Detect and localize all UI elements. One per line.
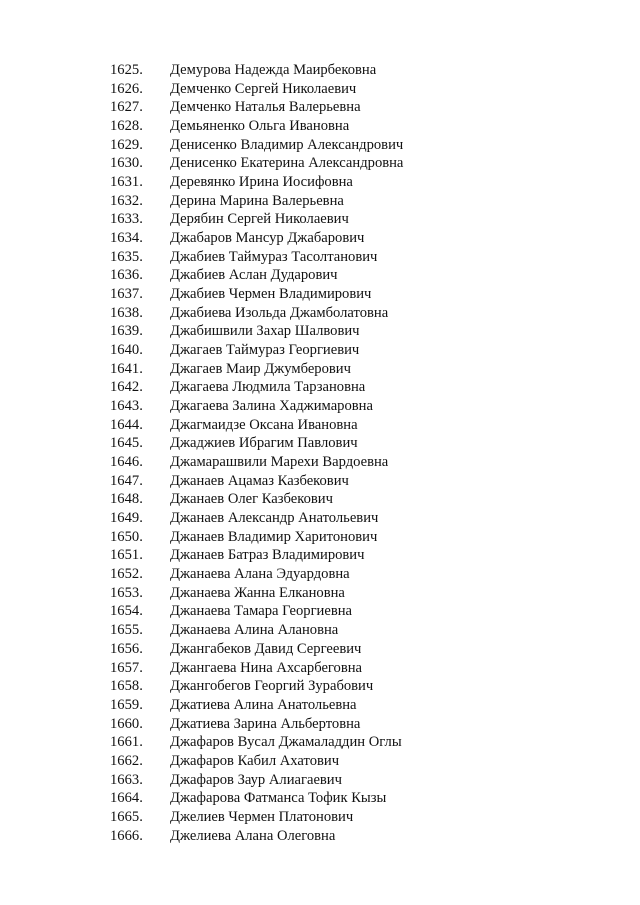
entry-name: Джабаров Мансур Джабарович	[170, 230, 365, 247]
entry-number: 1652.	[110, 566, 143, 583]
entry-name: Демьяненко Ольга Ивановна	[170, 118, 350, 135]
list-item	[110, 378, 403, 397]
entry-name: Джабишвили Захар Шалвович	[170, 323, 360, 340]
list-item	[110, 490, 403, 509]
entry-number: 1645.	[110, 435, 143, 452]
entry-name: Джагаев Маир Джумберович	[170, 360, 351, 377]
list-item	[110, 602, 403, 621]
entry-name: Демурова Надежда Маирбековна	[170, 62, 377, 78]
list-item	[110, 397, 403, 416]
entry-number: 1634.	[110, 230, 143, 247]
name-list	[110, 61, 403, 845]
entry-number: 1657.	[110, 659, 143, 676]
entry-name: Джанаев Олег Казбекович	[170, 491, 333, 508]
entry-name: Денисенко Владимир Александрович	[170, 136, 404, 153]
entry-name: Джанаева Жанна Елкановна	[170, 584, 345, 601]
entry-name: Джангобегов Георгий Зурабович	[170, 678, 374, 695]
list-item	[110, 341, 403, 360]
list-item	[110, 808, 403, 827]
entry-name: Дерябин Сергей Николаевич	[170, 211, 349, 228]
entry-number: 1626.	[110, 80, 143, 97]
entry-name: Джатиева Алина Анатольевна	[170, 696, 357, 713]
entry-name: Джагаева Людмила Тарзановна	[170, 379, 366, 396]
list-item	[110, 659, 403, 678]
list-item	[110, 61, 403, 80]
entry-name: Джабиев Чермен Владимирович	[170, 286, 372, 303]
list-item	[110, 136, 403, 155]
entry-number: 1663.	[110, 771, 143, 788]
entry-name: Джамарашвили Марехи Вардоевна	[170, 454, 389, 471]
entry-name: Джабиева Изольда Джамболатовна	[170, 304, 389, 321]
entry-name: Джанаев Владимир Харитонович	[170, 528, 378, 545]
entry-number: 1659.	[110, 696, 143, 713]
entry-name: Джагмаидзе Оксана Ивановна	[170, 416, 358, 433]
entry-name: Демченко Сергей Николаевич	[170, 80, 357, 97]
entry-number: 1644.	[110, 416, 143, 433]
entry-number: 1631.	[110, 174, 143, 191]
entry-number: 1639.	[110, 323, 143, 340]
entry-number: 1638.	[110, 304, 143, 321]
list-item	[110, 752, 403, 771]
entry-name: Джатиева Зарина Альбертовна	[170, 715, 361, 732]
entry-number: 1656.	[110, 640, 143, 657]
entry-number: 1654.	[110, 603, 143, 620]
entry-number: 1641.	[110, 360, 143, 377]
entry-number: 1665.	[110, 808, 143, 825]
entry-number: 1630.	[110, 155, 143, 172]
entry-name: Джанаева Алина Алановна	[170, 622, 339, 639]
list-item	[110, 229, 403, 248]
list-item	[110, 98, 403, 117]
list-item	[110, 509, 403, 528]
entry-number: 1658.	[110, 678, 143, 695]
list-item	[110, 546, 403, 565]
list-item	[110, 117, 403, 136]
entry-number: 1653.	[110, 584, 143, 601]
list-item	[110, 434, 403, 453]
entry-number: 1632.	[110, 192, 143, 209]
entry-number: 1629.	[110, 136, 143, 153]
list-item	[110, 696, 403, 715]
entry-number: 1637.	[110, 286, 143, 303]
entry-number: 1649.	[110, 510, 143, 527]
list-item	[110, 640, 403, 659]
entry-name: Джафаров Кабил Ахатович	[170, 752, 340, 769]
entry-name: Джафарова Фатманса Тофик Кызы	[170, 790, 387, 807]
list-item	[110, 266, 403, 285]
list-item	[110, 173, 403, 192]
entry-number: 1661.	[110, 734, 143, 751]
entry-name: Джангаева Нина Ахсарбеговна	[170, 659, 363, 676]
entry-number: 1625.	[110, 62, 143, 78]
list-item	[110, 677, 403, 696]
entry-number: 1655.	[110, 622, 143, 639]
entry-number: 1648.	[110, 491, 143, 508]
entry-number: 1636.	[110, 267, 143, 284]
entry-name: Джелиев Чермен Платонович	[170, 808, 354, 825]
list-item	[110, 360, 403, 379]
list-item	[110, 154, 403, 173]
entry-number: 1627.	[110, 99, 143, 116]
entry-number: 1664.	[110, 790, 143, 807]
entry-name: Джанаев Батраз Владимирович	[170, 547, 365, 564]
entry-number: 1642.	[110, 379, 143, 396]
list-item	[110, 789, 403, 808]
entry-number: 1633.	[110, 211, 143, 228]
entry-number: 1640.	[110, 342, 143, 359]
list-item	[110, 322, 403, 341]
entry-name: Джелиева Алана Олеговна	[170, 827, 336, 844]
entry-name: Джаджиев Ибрагим Павлович	[170, 435, 358, 452]
entry-name: Джагаева Залина Хаджимаровна	[170, 398, 373, 415]
list-item	[110, 771, 403, 790]
entry-name: Джабиев Таймураз Тасолтанович	[170, 248, 378, 265]
list-item	[110, 248, 403, 267]
list-item	[110, 621, 403, 640]
entry-name: Деревянко Ирина Иосифовна	[170, 174, 353, 191]
list-item	[110, 715, 403, 734]
entry-name: Джагаев Таймураз Георгиевич	[170, 342, 360, 359]
entry-number: 1650.	[110, 528, 143, 545]
entry-name: Джанаева Алана Эдуардовна	[170, 566, 350, 583]
list-item	[110, 210, 403, 229]
list-item	[110, 827, 403, 846]
list-item	[110, 472, 403, 491]
list-item	[110, 304, 403, 323]
entry-name: Джафаров Заур Алиагаевич	[170, 771, 342, 788]
entry-number: 1660.	[110, 715, 143, 732]
list-item	[110, 285, 403, 304]
list-item	[110, 733, 403, 752]
entry-name: Джанаев Ацамаз Казбекович	[170, 472, 349, 489]
entry-number: 1646.	[110, 454, 143, 471]
list-item	[110, 453, 403, 472]
entry-name: Дерина Марина Валерьевна	[170, 192, 344, 209]
entry-name: Джанаева Тамара Георгиевна	[170, 603, 353, 620]
list-item	[110, 192, 403, 211]
entry-number: 1643.	[110, 398, 143, 415]
entry-number: 1651.	[110, 547, 143, 564]
entry-number: 1635.	[110, 248, 143, 265]
list-item	[110, 584, 403, 603]
list-item	[110, 565, 403, 584]
entry-number: 1628.	[110, 118, 143, 135]
entry-number: 1666.	[110, 827, 143, 844]
list-item	[110, 416, 403, 435]
list-item	[110, 80, 403, 99]
entry-name: Джабиев Аслан Дударович	[170, 267, 338, 284]
entry-name: Джангабеков Давид Сергеевич	[170, 640, 362, 657]
entry-name: Денисенко Екатерина Александровна	[170, 155, 404, 172]
entry-name: Джанаев Александр Анатольевич	[170, 510, 379, 527]
entry-number: 1662.	[110, 752, 143, 769]
list-item	[110, 528, 403, 547]
entry-name: Джафаров Вусал Джамаладдин Оглы	[170, 734, 402, 751]
entry-name: Демченко Наталья Валерьевна	[170, 99, 361, 116]
entry-number: 1647.	[110, 472, 143, 489]
